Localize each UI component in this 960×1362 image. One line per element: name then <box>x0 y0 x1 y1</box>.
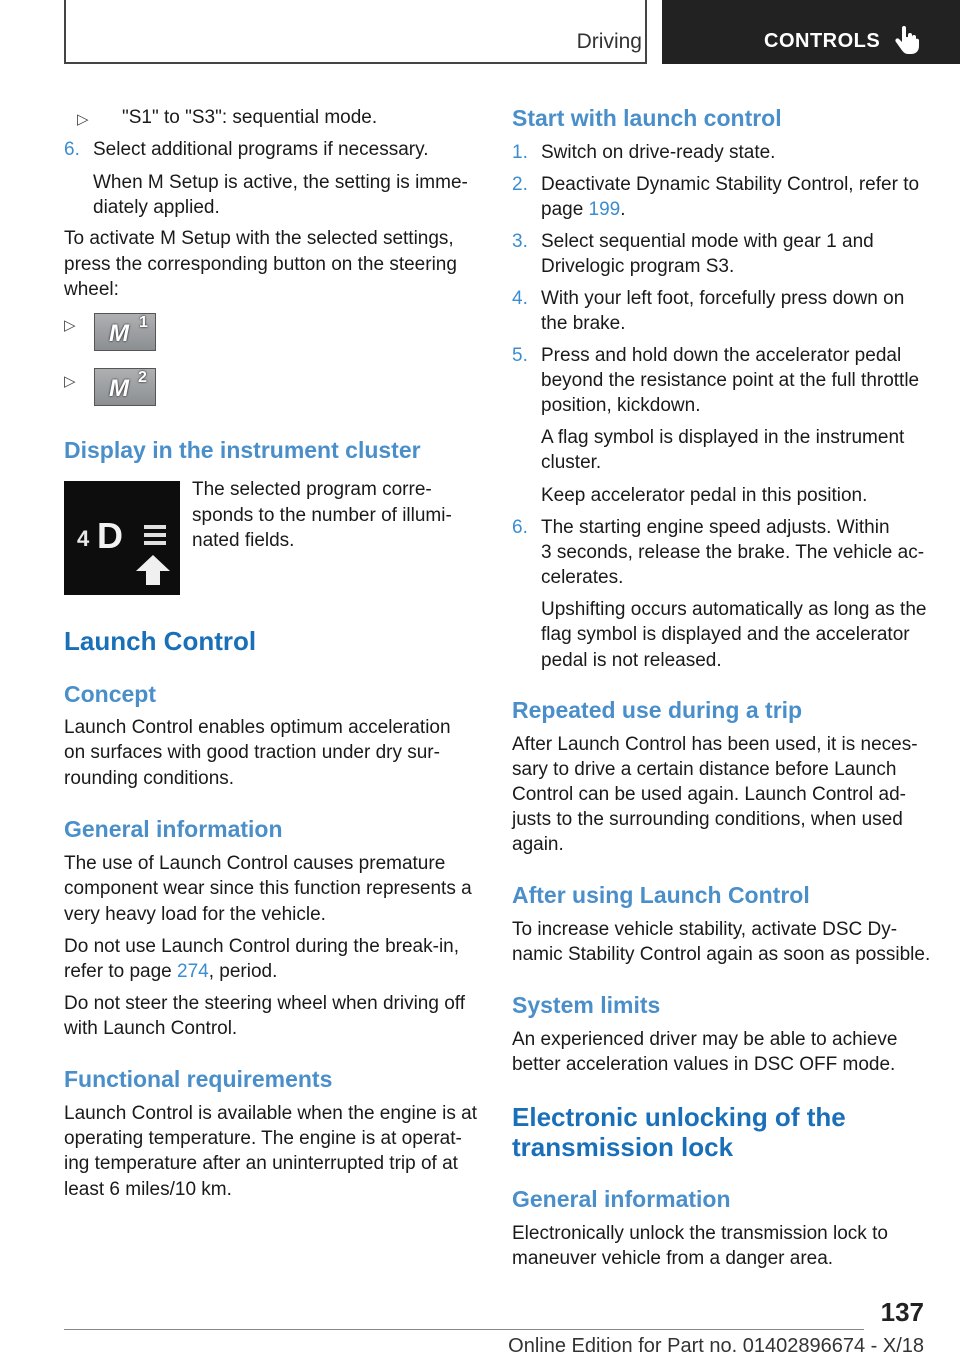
section-heading: Repeated use during a trip <box>512 697 803 723</box>
page-link-199[interactable]: 199 <box>588 199 621 220</box>
section-title: Driving <box>576 30 642 53</box>
step-number: 2. <box>512 174 528 195</box>
step-text: Switch on drive-ready state. <box>541 142 776 163</box>
paragraph-line: wheel: <box>64 279 119 300</box>
paragraph-line: very heavy load for the vehicle. <box>64 904 326 925</box>
paragraph-line: better acceleration values in DSC OFF mode. <box>512 1054 896 1075</box>
cluster-gear-number: 4 <box>77 526 90 551</box>
paragraph-line: maneuver vehicle from a danger area. <box>512 1248 834 1269</box>
section-heading: Concept <box>64 681 156 707</box>
upshift-arrow-icon <box>136 555 170 585</box>
step-number: 5. <box>512 345 528 366</box>
m1-button-sup: 1 <box>139 314 148 331</box>
step-text: Drivelogic program S3. <box>541 256 735 277</box>
step-number: 3. <box>512 231 528 252</box>
step-note: diately applied. <box>93 197 220 218</box>
step-note: When M Setup is active, the setting is imme‐ <box>93 172 468 193</box>
chapter-heading: Launch Control <box>64 626 257 656</box>
step-text: Press and hold down the accelerator pedal <box>541 345 902 366</box>
step-note: Keep accelerator pedal in this position. <box>541 485 868 506</box>
instrument-cluster-image <box>64 481 180 595</box>
chapter-heading: Electronic unlocking of the <box>512 1102 846 1132</box>
step-number: 6. <box>512 517 528 538</box>
paragraph-line: Do not steer the steering wheel when driving off <box>64 993 465 1014</box>
m1-steering-button <box>94 313 156 351</box>
section-heading: General information <box>512 1186 731 1212</box>
paragraph-line: The selected program corre‐ <box>192 479 432 500</box>
paragraph-line: justs to the surrounding conditions, when used <box>512 809 903 830</box>
cluster-field-bar <box>144 533 166 537</box>
hand-pointer-icon <box>895 26 921 54</box>
step-note: pedal is not released. <box>541 650 722 671</box>
chapter-tab-label: CONTROLS <box>764 30 881 52</box>
footer-divider <box>64 1329 864 1330</box>
step-text: The starting engine speed adjusts. Within <box>541 517 890 538</box>
m1-button-label: M <box>109 320 129 347</box>
cluster-field-bar <box>144 525 166 529</box>
edition-footer: Online Edition for Part no. 01402896674 - X/18 <box>508 1335 924 1357</box>
step-note: cluster. <box>541 452 602 473</box>
paragraph-line: sary to drive a certain distance before Launch <box>512 759 897 780</box>
step-text: the brake. <box>541 313 626 334</box>
step-text: page 199. <box>541 199 626 220</box>
m2-button-sup: 2 <box>138 369 147 386</box>
paragraph-line: An experienced driver may be able to achieve <box>512 1029 898 1050</box>
page-number: 137 <box>880 1297 924 1327</box>
paragraph-line: The use of Launch Control causes premature <box>64 853 446 874</box>
step-number: 4. <box>512 288 528 309</box>
step-note: flag symbol is displayed and the accelerator <box>541 624 910 645</box>
paragraph-line: refer to page 274, period. <box>64 961 278 982</box>
paragraph-line: least 6 miles/10 km. <box>64 1179 232 1200</box>
section-heading: Start with launch control <box>512 105 782 131</box>
bullet-triangle-icon: ▷ <box>64 373 76 390</box>
step-text: Deactivate Dynamic Stability Control, refer to <box>541 174 920 195</box>
paragraph-line: component wear since this function represents a <box>64 878 472 899</box>
bullet-triangle-icon: ▷ <box>64 317 76 334</box>
paragraph-line: To activate M Setup with the selected settings, <box>64 228 454 249</box>
bullet-triangle-icon: ▷ <box>77 111 89 128</box>
section-heading: System limits <box>512 992 661 1018</box>
m2-steering-button <box>94 368 156 406</box>
paragraph-line: press the corresponding button on the steering <box>64 254 457 275</box>
paragraph-line: Electronically unlock the transmission lock to <box>512 1223 888 1244</box>
step-text: 3 seconds, release the brake. The vehicle ac‐ <box>541 542 925 563</box>
paragraph-line: with Launch Control. <box>64 1018 238 1039</box>
cluster-field-bar <box>144 541 166 545</box>
step-text: celerates. <box>541 567 624 588</box>
paragraph-line: namic Stability Control again as soon as possible. <box>512 944 931 965</box>
step-text: Select additional programs if necessary. <box>93 139 429 160</box>
paragraph-line: Launch Control is available when the engine is at <box>64 1103 477 1124</box>
cluster-gear-letter: D <box>97 515 123 556</box>
step-note: Upshifting occurs automatically as long as the <box>541 599 927 620</box>
section-heading: General information <box>64 816 283 842</box>
paragraph-line: Launch Control enables optimum acceleration <box>64 717 451 738</box>
paragraph-line: sponds to the number of illumi‐ <box>192 505 452 526</box>
step-note: A flag symbol is displayed in the instrument <box>541 427 905 448</box>
section-heading: Display in the instrument cluster <box>64 437 421 463</box>
step-text: Select sequential mode with gear 1 and <box>541 231 874 252</box>
paragraph-line: on surfaces with good traction under dry sur‐ <box>64 742 440 763</box>
step-text: With your left foot, forcefully press down on <box>541 288 905 309</box>
paragraph-line: Control can be used again. Launch Control ad‐ <box>512 784 906 805</box>
page-link-274[interactable]: 274 <box>177 961 209 982</box>
m2-button-label: M <box>109 375 129 402</box>
paragraph-line: To increase vehicle stability, activate DSC Dy‐ <box>512 919 898 940</box>
header-frame <box>64 0 647 64</box>
paragraph-line: Do not use Launch Control during the break-in, <box>64 936 460 957</box>
section-heading: Functional requirements <box>64 1066 333 1092</box>
step-number: 6. <box>64 139 80 160</box>
step-text: position, kickdown. <box>541 395 701 416</box>
paragraph-line: again. <box>512 834 564 855</box>
paragraph-line: ing temperature after an uninterrupted trip of at <box>64 1153 458 1174</box>
bullet-s1-s3: "S1" to "S3": sequential mode. <box>122 107 378 128</box>
paragraph-line: nated fields. <box>192 530 295 551</box>
section-heading: After using Launch Control <box>512 882 810 908</box>
paragraph-line: After Launch Control has been used, it is neces‐ <box>512 734 918 755</box>
step-text: beyond the resistance point at the full throttle <box>541 370 920 391</box>
step-number: 1. <box>512 142 528 163</box>
paragraph-line: operating temperature. The engine is at operat‐ <box>64 1128 462 1149</box>
chapter-heading: transmission lock <box>512 1132 734 1162</box>
paragraph-line: rounding conditions. <box>64 768 235 789</box>
